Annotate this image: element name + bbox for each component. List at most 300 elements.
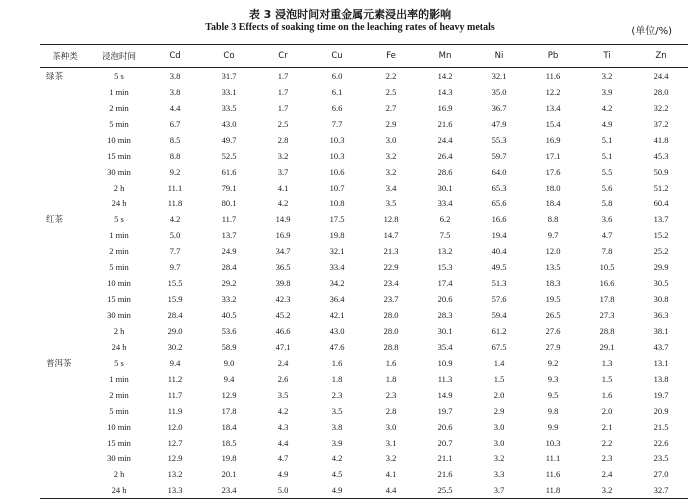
tea-type-cell (40, 116, 90, 132)
value-cell: 3.2 (277, 150, 289, 161)
value-cell: 2.9 (385, 118, 397, 129)
value-cell: 12.9 (167, 453, 183, 464)
value-cell: 8.8 (169, 150, 181, 161)
value-cell: 38.1 (653, 325, 669, 336)
value-cell: 47.1 (275, 341, 291, 352)
tea-type-cell (40, 339, 90, 355)
tea-type-cell: 普洱茶 (46, 358, 72, 369)
value-cell: 14.3 (437, 86, 453, 97)
value-cell: 13.7 (221, 230, 237, 241)
tea-type-cell (40, 227, 90, 243)
value-cell: 4.4 (277, 437, 289, 448)
soak-time-cell: 15 min (107, 437, 131, 448)
value-cell: 19.4 (491, 230, 507, 241)
value-cell: 3.2 (385, 166, 397, 177)
value-cell: 22.6 (653, 437, 669, 448)
value-cell: 50.9 (653, 166, 669, 177)
value-cell: 6.6 (331, 102, 343, 113)
value-cell: 21.5 (653, 421, 669, 432)
tea-type-cell (40, 243, 90, 259)
value-cell: 57.6 (491, 294, 507, 305)
table-row (40, 68, 688, 84)
header-co: Co (223, 51, 235, 61)
value-cell: 11.1 (167, 182, 183, 193)
value-cell: 2.0 (601, 405, 613, 416)
value-cell: 23.4 (221, 485, 237, 496)
table-row (40, 339, 688, 355)
value-cell: 13.8 (653, 373, 669, 384)
table-row (40, 419, 688, 435)
soak-time-cell: 30 min (107, 453, 131, 464)
soak-time-cell: 15 min (107, 294, 131, 305)
value-cell: 65.3 (491, 182, 507, 193)
tea-type-cell: 绿茶 (46, 71, 64, 82)
tea-type-cell: 红茶 (46, 215, 64, 226)
value-cell: 4.9 (331, 485, 343, 496)
value-cell: 9.9 (547, 421, 559, 432)
value-cell: 9.7 (547, 230, 559, 241)
value-cell: 1.7 (277, 70, 289, 81)
value-cell: 3.9 (601, 86, 613, 97)
value-cell: 2.4 (277, 357, 289, 368)
value-cell: 40.4 (491, 246, 507, 257)
value-cell: 26.5 (545, 310, 561, 321)
value-cell: 42.3 (275, 294, 291, 305)
value-cell: 2.5 (277, 118, 289, 129)
value-cell: 30.1 (437, 325, 453, 336)
soak-time-cell: 1 min (109, 86, 129, 97)
table-row (40, 164, 688, 180)
value-cell: 13.1 (653, 357, 669, 368)
value-cell: 2.3 (331, 389, 343, 400)
value-cell: 11.1 (545, 453, 561, 464)
value-cell: 28.0 (383, 310, 399, 321)
value-cell: 2.6 (277, 373, 289, 384)
table-row (40, 451, 688, 467)
table-row (40, 482, 688, 498)
soak-time-cell: 5 s (114, 357, 124, 368)
value-cell: 42.1 (329, 310, 345, 321)
table-row (40, 291, 688, 307)
value-cell: 3.2 (601, 70, 613, 81)
soak-time-cell: 30 min (107, 166, 131, 177)
value-cell: 1.8 (385, 373, 397, 384)
soak-time-cell: 30 min (107, 310, 131, 321)
value-cell: 20.6 (437, 294, 453, 305)
value-cell: 59.4 (491, 310, 507, 321)
value-cell: 3.2 (493, 453, 505, 464)
value-cell: 14.9 (275, 214, 291, 225)
value-cell: 18.4 (221, 421, 237, 432)
value-cell: 1.8 (331, 373, 343, 384)
value-cell: 12.2 (545, 86, 561, 97)
table-row (40, 180, 688, 196)
value-cell: 1.6 (385, 357, 397, 368)
value-cell: 7.5 (439, 230, 451, 241)
value-cell: 15.3 (437, 262, 453, 273)
value-cell: 12.7 (167, 437, 183, 448)
value-cell: 13.2 (167, 469, 183, 480)
value-cell: 3.0 (385, 134, 397, 145)
value-cell: 15.4 (545, 118, 561, 129)
value-cell: 5.0 (277, 485, 289, 496)
value-cell: 22.9 (383, 262, 399, 273)
table-row (40, 323, 688, 339)
value-cell: 16.9 (275, 230, 291, 241)
value-cell: 7.7 (169, 246, 181, 257)
value-cell: 11.8 (545, 485, 561, 496)
value-cell: 33.4 (437, 198, 453, 209)
value-cell: 11.6 (545, 469, 561, 480)
header-tea-type: 茶种类 (52, 52, 78, 62)
value-cell: 23.7 (383, 294, 399, 305)
value-cell: 64.0 (491, 166, 507, 177)
header-mn: Mn (438, 51, 452, 61)
soak-time-cell: 10 min (107, 134, 131, 145)
value-cell: 4.2 (601, 102, 613, 113)
table-row (40, 227, 688, 243)
value-cell: 4.4 (169, 102, 181, 113)
header-ni: Ni (494, 51, 504, 61)
table-title-cn: 表 3 浸泡时间对重金属元素浸出率的影响 (248, 8, 452, 21)
value-cell: 6.1 (331, 86, 343, 97)
soak-time-cell: 2 min (109, 102, 129, 113)
value-cell: 32.1 (491, 70, 507, 81)
value-cell: 35.4 (437, 341, 453, 352)
value-cell: 28.8 (383, 341, 399, 352)
value-cell: 47.6 (329, 341, 345, 352)
tea-type-cell (40, 84, 90, 100)
value-cell: 16.6 (491, 214, 507, 225)
value-cell: 2.2 (601, 437, 613, 448)
tea-type-cell (40, 275, 90, 291)
value-cell: 1.7 (277, 86, 289, 97)
value-cell: 10.3 (545, 437, 561, 448)
value-cell: 33.4 (329, 262, 345, 273)
value-cell: 55.3 (491, 134, 507, 145)
value-cell: 17.8 (599, 294, 615, 305)
table-header-row (40, 45, 688, 68)
soak-time-cell: 24 h (111, 485, 127, 496)
value-cell: 11.3 (437, 373, 453, 384)
value-cell: 37.2 (653, 118, 669, 129)
value-cell: 31.7 (221, 70, 237, 81)
value-cell: 20.6 (437, 421, 453, 432)
table-title-en: Table 3 Effects of soaking time on the leaching rates of heavy metals (205, 22, 495, 33)
value-cell: 24.9 (221, 246, 237, 257)
soak-time-cell: 5 min (109, 118, 129, 129)
value-cell: 3.0 (385, 421, 397, 432)
value-cell: 1.6 (331, 357, 343, 368)
value-cell: 2.0 (493, 389, 505, 400)
table-row (40, 100, 688, 116)
value-cell: 17.6 (545, 166, 561, 177)
value-cell: 45.2 (275, 310, 291, 321)
table-row (40, 355, 688, 371)
value-cell: 9.5 (547, 389, 559, 400)
value-cell: 9.4 (169, 357, 181, 368)
table-row (40, 132, 688, 148)
header-pb: Pb (547, 51, 559, 61)
value-cell: 4.4 (385, 485, 397, 496)
tea-type-cell (40, 291, 90, 307)
soak-time-cell: 1 min (109, 373, 129, 384)
value-cell: 9.3 (547, 373, 559, 384)
value-cell: 10.8 (329, 198, 345, 209)
value-cell: 24.4 (653, 70, 669, 81)
value-cell: 13.3 (167, 485, 183, 496)
value-cell: 3.6 (601, 214, 613, 225)
value-cell: 1.5 (493, 373, 505, 384)
value-cell: 49.5 (491, 262, 507, 273)
soak-time-cell: 5 s (114, 214, 124, 225)
value-cell: 3.0 (493, 437, 505, 448)
value-cell: 2.3 (601, 453, 613, 464)
value-cell: 28.8 (599, 325, 615, 336)
value-cell: 5.1 (601, 150, 613, 161)
value-cell: 11.7 (167, 389, 183, 400)
value-cell: 27.0 (653, 469, 669, 480)
leaching-rate-table (40, 44, 688, 499)
value-cell: 16.9 (545, 134, 561, 145)
value-cell: 2.2 (385, 70, 397, 81)
value-cell: 33.1 (221, 86, 237, 97)
value-cell: 34.7 (275, 246, 291, 257)
value-cell: 4.9 (277, 469, 289, 480)
table-row (40, 243, 688, 259)
value-cell: 9.0 (223, 357, 235, 368)
value-cell: 5.6 (601, 182, 613, 193)
value-cell: 3.7 (493, 485, 505, 496)
table-row (40, 403, 688, 419)
soak-time-cell: 15 min (107, 150, 131, 161)
value-cell: 6.7 (169, 118, 181, 129)
value-cell: 26.4 (437, 150, 453, 161)
value-cell: 32.2 (653, 102, 669, 113)
table-row (40, 371, 688, 387)
table-row (40, 387, 688, 403)
value-cell: 46.6 (275, 325, 291, 336)
value-cell: 12.0 (545, 246, 561, 257)
value-cell: 9.7 (169, 262, 181, 273)
value-cell: 3.5 (277, 389, 289, 400)
value-cell: 30.1 (437, 182, 453, 193)
value-cell: 15.9 (167, 294, 183, 305)
value-cell: 43.0 (329, 325, 345, 336)
value-cell: 10.5 (599, 262, 615, 273)
header-soak-time: 浸泡时间 (101, 52, 136, 62)
value-cell: 4.3 (277, 421, 289, 432)
value-cell: 4.5 (331, 469, 343, 480)
value-cell: 15.5 (167, 278, 183, 289)
value-cell: 29.0 (167, 325, 183, 336)
soak-time-cell: 10 min (107, 278, 131, 289)
value-cell: 15.2 (653, 230, 669, 241)
value-cell: 28.6 (437, 166, 453, 177)
value-cell: 5.0 (169, 230, 181, 241)
table-row (40, 466, 688, 482)
soak-time-cell: 2 min (109, 389, 129, 400)
value-cell: 2.4 (601, 469, 613, 480)
soak-time-cell: 2 min (109, 246, 129, 257)
tea-type-cell (40, 387, 90, 403)
value-cell: 10.3 (329, 150, 345, 161)
value-cell: 9.4 (223, 373, 235, 384)
value-cell: 28.0 (653, 86, 669, 97)
value-cell: 18.3 (545, 278, 561, 289)
value-cell: 2.8 (385, 405, 397, 416)
tea-type-cell (40, 307, 90, 323)
value-cell: 16.6 (599, 278, 615, 289)
value-cell: 13.2 (437, 246, 453, 257)
value-cell: 61.2 (491, 325, 507, 336)
value-cell: 80.1 (221, 198, 237, 209)
soak-time-cell: 24 h (111, 341, 127, 352)
soak-time-cell: 2 h (113, 325, 125, 336)
value-cell: 3.0 (493, 421, 505, 432)
value-cell: 11.8 (167, 198, 183, 209)
soak-time-cell: 2 h (113, 182, 125, 193)
value-cell: 16.9 (437, 102, 453, 113)
value-cell: 2.8 (277, 134, 289, 145)
value-cell: 3.4 (385, 182, 397, 193)
value-cell: 25.2 (653, 246, 669, 257)
value-cell: 17.8 (221, 405, 237, 416)
value-cell: 2.3 (385, 389, 397, 400)
value-cell: 7.7 (331, 118, 343, 129)
value-cell: 5.8 (601, 198, 613, 209)
value-cell: 79.1 (221, 182, 237, 193)
value-cell: 27.6 (545, 325, 561, 336)
value-cell: 17.4 (437, 278, 453, 289)
value-cell: 1.5 (601, 373, 613, 384)
value-cell: 32.1 (329, 246, 345, 257)
value-cell: 20.7 (437, 437, 453, 448)
tea-type-cell (40, 164, 90, 180)
header-zn: Zn (655, 51, 667, 61)
value-cell: 3.2 (385, 150, 397, 161)
value-cell: 18.0 (545, 182, 561, 193)
value-cell: 43.7 (653, 341, 669, 352)
value-cell: 8.5 (169, 134, 181, 145)
tea-type-cell (40, 371, 90, 387)
value-cell: 47.9 (491, 118, 507, 129)
value-cell: 18.5 (221, 437, 237, 448)
tea-type-cell (40, 482, 90, 498)
soak-time-cell: 5 min (109, 405, 129, 416)
value-cell: 21.1 (437, 453, 453, 464)
value-cell: 19.8 (221, 453, 237, 464)
value-cell: 5.5 (601, 166, 613, 177)
value-cell: 14.7 (383, 230, 399, 241)
header-ti: Ti (603, 51, 611, 61)
value-cell: 3.8 (331, 421, 343, 432)
soak-time-cell: 2 h (113, 469, 125, 480)
table-row (40, 307, 688, 323)
value-cell: 11.2 (167, 373, 183, 384)
value-cell: 51.2 (653, 182, 669, 193)
value-cell: 33.5 (221, 102, 237, 113)
table-row (40, 435, 688, 451)
value-cell: 27.3 (599, 310, 615, 321)
value-cell: 2.9 (493, 405, 505, 416)
value-cell: 3.3 (493, 469, 505, 480)
value-cell: 24.4 (437, 134, 453, 145)
value-cell: 34.2 (329, 278, 345, 289)
header-fe: Fe (386, 51, 396, 61)
soak-time-cell: 5 min (109, 262, 129, 273)
value-cell: 19.7 (437, 405, 453, 416)
value-cell: 39.8 (275, 278, 291, 289)
value-cell: 11.7 (221, 214, 237, 225)
value-cell: 4.7 (277, 453, 289, 464)
value-cell: 58.9 (221, 341, 237, 352)
value-cell: 32.7 (653, 485, 669, 496)
value-cell: 14.9 (437, 389, 453, 400)
value-cell: 13.7 (653, 214, 669, 225)
value-cell: 43.0 (221, 118, 237, 129)
tea-type-cell (40, 451, 90, 467)
value-cell: 23.5 (653, 453, 669, 464)
value-cell: 11.6 (545, 70, 561, 81)
value-cell: 36.4 (329, 294, 345, 305)
value-cell: 3.5 (331, 405, 343, 416)
value-cell: 30.5 (653, 278, 669, 289)
tea-type-cell (40, 466, 90, 482)
value-cell: 12.0 (167, 421, 183, 432)
value-cell: 3.2 (385, 453, 397, 464)
tea-type-cell (40, 148, 90, 164)
value-cell: 28.0 (383, 325, 399, 336)
value-cell: 10.7 (329, 182, 345, 193)
table-unit: (单位/%) (631, 26, 672, 37)
value-cell: 8.8 (547, 214, 559, 225)
table-row (40, 211, 688, 227)
value-cell: 21.3 (383, 246, 399, 257)
value-cell: 9.8 (547, 405, 559, 416)
tea-type-cell (40, 323, 90, 339)
value-cell: 4.9 (601, 118, 613, 129)
value-cell: 49.7 (221, 134, 237, 145)
value-cell: 6.0 (331, 70, 343, 81)
table-row (40, 259, 688, 275)
tea-type-cell (40, 180, 90, 196)
table-row (40, 148, 688, 164)
value-cell: 17.1 (545, 150, 561, 161)
value-cell: 53.6 (221, 325, 237, 336)
value-cell: 33.2 (221, 294, 237, 305)
value-cell: 41.8 (653, 134, 669, 145)
value-cell: 3.1 (385, 437, 397, 448)
value-cell: 30.2 (167, 341, 183, 352)
soak-time-cell: 5 s (114, 70, 124, 81)
value-cell: 4.1 (385, 469, 397, 480)
table-body (40, 68, 688, 499)
soak-time-cell: 10 min (107, 421, 131, 432)
value-cell: 14.2 (437, 70, 453, 81)
value-cell: 52.5 (221, 150, 237, 161)
value-cell: 3.8 (169, 70, 181, 81)
soak-time-cell: 1 min (109, 230, 129, 241)
value-cell: 20.1 (221, 469, 237, 480)
table-row (40, 275, 688, 291)
value-cell: 61.6 (221, 166, 237, 177)
tea-type-cell (40, 403, 90, 419)
value-cell: 4.2 (169, 214, 181, 225)
value-cell: 4.2 (277, 198, 289, 209)
header-cu: Cu (331, 51, 343, 61)
value-cell: 51.3 (491, 278, 507, 289)
